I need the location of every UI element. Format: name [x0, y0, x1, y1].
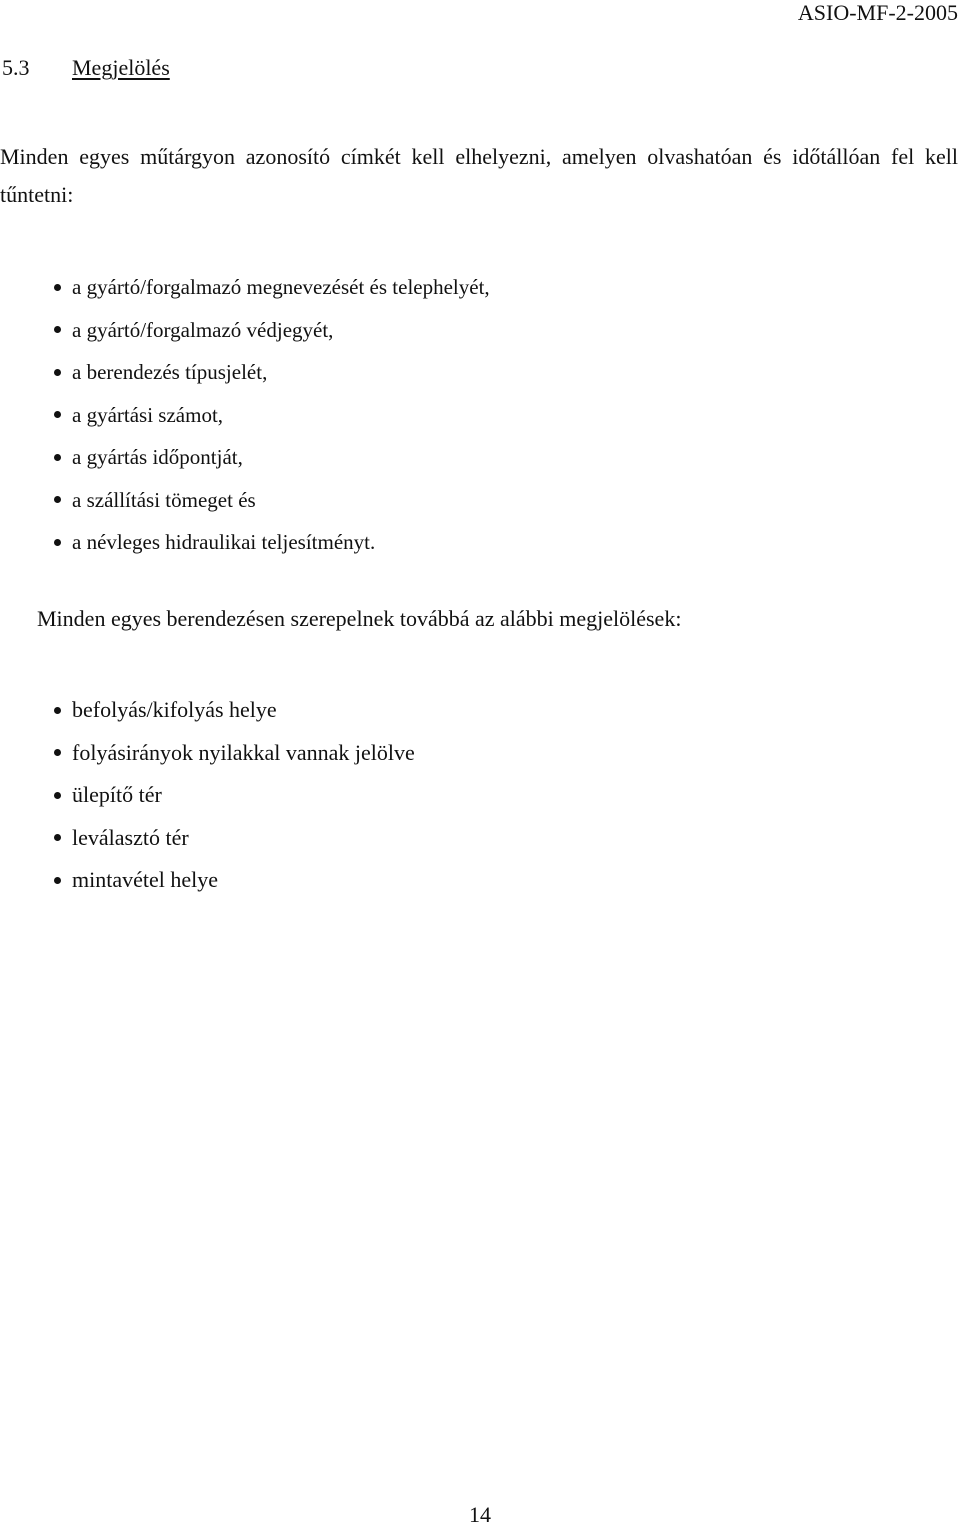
list-item-text: ülepítő tér	[72, 782, 162, 808]
list-item-text: mintavétel helye	[72, 867, 218, 893]
bullet-icon	[54, 749, 61, 756]
list-item-text: a szállítási tömeget és	[72, 487, 256, 512]
list-item-text: a berendezés típusjelét,	[72, 360, 268, 385]
list-item	[54, 859, 415, 902]
list-item	[54, 521, 490, 564]
list-item-text: befolyás/kifolyás helye	[72, 697, 277, 723]
list-item	[54, 774, 415, 817]
list-item-text: a gyártás időpontját,	[72, 445, 243, 470]
list-item	[54, 266, 490, 309]
list-item-text: a névleges hidraulikai teljesítményt.	[72, 530, 376, 555]
bullet-icon	[54, 284, 61, 291]
bullet-icon	[54, 454, 61, 461]
list-item	[54, 309, 490, 352]
label-contents-list	[54, 266, 490, 564]
list-item	[54, 394, 490, 437]
bullet-icon	[54, 369, 61, 376]
intro-paragraph: Minden egyes műtárgyon azonosító címkét kell elhelyezni, amelyen olvashatóan és időtállóan fel kell tűntetni:	[0, 144, 958, 207]
bullet-icon	[54, 326, 61, 333]
bullet-icon	[54, 792, 61, 799]
list-item-text: folyásirányok nyilakkal vannak jelölve	[72, 739, 415, 765]
list-item-text: a gyártó/forgalmazó megnevezését és telephelyét,	[72, 275, 490, 300]
page-number: 14	[469, 1502, 491, 1527]
bullet-icon	[54, 707, 61, 714]
list-item	[54, 732, 415, 775]
section-number: 5.3	[2, 55, 30, 80]
markings-list	[54, 689, 415, 902]
list-item-text: leválasztó tér	[72, 824, 189, 850]
list-item	[54, 351, 490, 394]
document-code: ASIO-MF-2-2005	[797, 0, 958, 25]
list-item-text: a gyártási számot,	[72, 402, 224, 427]
list-item	[54, 436, 490, 479]
list-item	[54, 479, 490, 522]
list-item	[54, 817, 415, 860]
list-item-text: a gyártó/forgalmazó védjegyét,	[72, 317, 334, 342]
markings-paragraph: Minden egyes berendezésen szerepelnek továbbá az alábbi megjelölések:	[37, 606, 682, 631]
section-heading	[2, 55, 170, 81]
bullet-icon	[54, 411, 61, 418]
section-title: Megjelölés	[72, 55, 170, 80]
bullet-icon	[54, 834, 61, 841]
bullet-icon	[54, 877, 61, 884]
list-item	[54, 689, 415, 732]
bullet-icon	[54, 496, 61, 503]
bullet-icon	[54, 539, 61, 546]
